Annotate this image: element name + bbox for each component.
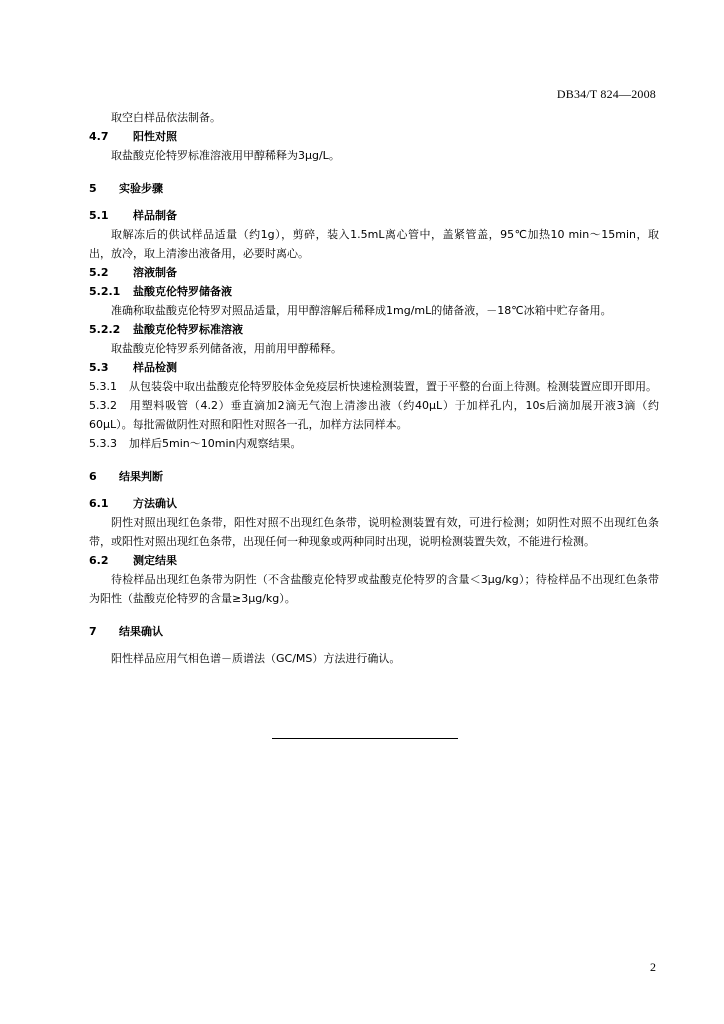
paragraph-7: 阳性样品应用气相色谱－质谱法（GC/MS）方法进行确认。 bbox=[111, 652, 401, 665]
paragraph-6-2: 待检样品出现红色条带为阴性（不含盐酸克伦特罗或盐酸克伦特罗的含量＜3μg/kg）；待检样品不出现红色条带为阳性（盐酸克伦特罗的含量≥3μg/kg）。 bbox=[89, 573, 659, 605]
page-number: 2 bbox=[650, 960, 656, 974]
paragraph-5-2-1: 准确称取盐酸克伦特罗对照品适量，用甲醇溶解后稀释成1mg/mL的储备液，－18℃冰箱中贮存备用。 bbox=[111, 304, 612, 317]
section-title: 盐酸克伦特罗标准溶液 bbox=[133, 323, 243, 336]
section-title: 实验步骤 bbox=[119, 182, 163, 195]
paragraph-4-7: 取盐酸克伦特罗标准溶液用甲醇稀释为3μg/L。 bbox=[111, 149, 340, 162]
item-number: 5.3.2 bbox=[89, 399, 117, 412]
section-title: 阳性对照 bbox=[133, 130, 177, 143]
section-number: 5.1 bbox=[89, 209, 109, 222]
section-number: 6 bbox=[89, 470, 97, 483]
section-number: 6.2 bbox=[89, 554, 109, 567]
end-of-document-rule bbox=[272, 738, 458, 739]
section-title: 样品制备 bbox=[133, 209, 177, 222]
heading-6 bbox=[89, 467, 659, 486]
section-title: 测定结果 bbox=[133, 554, 177, 567]
section-number: 4.7 bbox=[89, 130, 109, 143]
heading-5-1 bbox=[89, 206, 659, 225]
paragraph-4-6-tail: 取空白样品依法制备。 bbox=[111, 111, 221, 124]
heading-7 bbox=[89, 622, 659, 641]
heading-5-2-2 bbox=[89, 320, 659, 339]
section-number: 5 bbox=[89, 182, 97, 195]
heading-5 bbox=[89, 179, 659, 198]
section-title: 结果判断 bbox=[119, 470, 163, 483]
heading-4-7 bbox=[89, 127, 659, 146]
item-number: 5.3.3 bbox=[89, 437, 117, 450]
heading-5-2-1 bbox=[89, 282, 659, 301]
section-number: 7 bbox=[89, 625, 97, 638]
section-title: 溶液制备 bbox=[133, 266, 177, 279]
section-number: 5.2.2 bbox=[89, 323, 121, 336]
heading-5-3 bbox=[89, 358, 659, 377]
heading-6-2 bbox=[89, 551, 659, 570]
item-5-3-3 bbox=[89, 434, 659, 453]
item-5-3-1 bbox=[89, 377, 659, 396]
item-number: 5.3.1 bbox=[89, 380, 117, 393]
item-text: 从包装袋中取出盐酸克伦特罗胶体金免疫层析快速检测装置，置于平整的台面上待测。检测装置应即开即用。 bbox=[129, 380, 657, 393]
section-title: 方法确认 bbox=[133, 497, 177, 510]
paragraph-5-1: 取解冻后的供试样品适量（约1g），剪碎，装入1.5mL离心管中，盖紧管盖，95℃加热10 min～15min，取出，放冷，取上清渗出液备用，必要时离心。 bbox=[89, 228, 659, 260]
section-number: 5.2.1 bbox=[89, 285, 121, 298]
heading-5-2 bbox=[89, 263, 659, 282]
document-body bbox=[89, 108, 659, 668]
section-number: 6.1 bbox=[89, 497, 109, 510]
item-text: 用塑料吸管（4.2）垂直滴加2滴无气泡上清渗出液（约40μL）于加样孔内，10s后滴加展开液3滴（约60μL）。每批需做阴性对照和阳性对照各一孔，加样方法同样本。 bbox=[89, 399, 659, 431]
standard-code: DB34/T 824—2008 bbox=[556, 87, 656, 101]
section-title: 盐酸克伦特罗储备液 bbox=[133, 285, 232, 298]
section-number: 5.3 bbox=[89, 361, 109, 374]
paragraph-5-2-2: 取盐酸克伦特罗系列储备液，用前用甲醇稀释。 bbox=[111, 342, 342, 355]
item-text: 加样后5min～10min内观察结果。 bbox=[129, 437, 302, 450]
item-5-3-2 bbox=[89, 396, 659, 434]
section-number: 5.2 bbox=[89, 266, 109, 279]
section-title: 样品检测 bbox=[133, 361, 177, 374]
paragraph-6-1: 阴性对照出现红色条带，阳性对照不出现红色条带，说明检测装置有效，可进行检测；如阴性对照不出现红色条带，或阳性对照出现红色条带，出现任何一种现象或两种同时出现，说明检测装置失效，不能进行检测。 bbox=[89, 516, 659, 548]
heading-6-1 bbox=[89, 494, 659, 513]
section-title: 结果确认 bbox=[119, 625, 163, 638]
